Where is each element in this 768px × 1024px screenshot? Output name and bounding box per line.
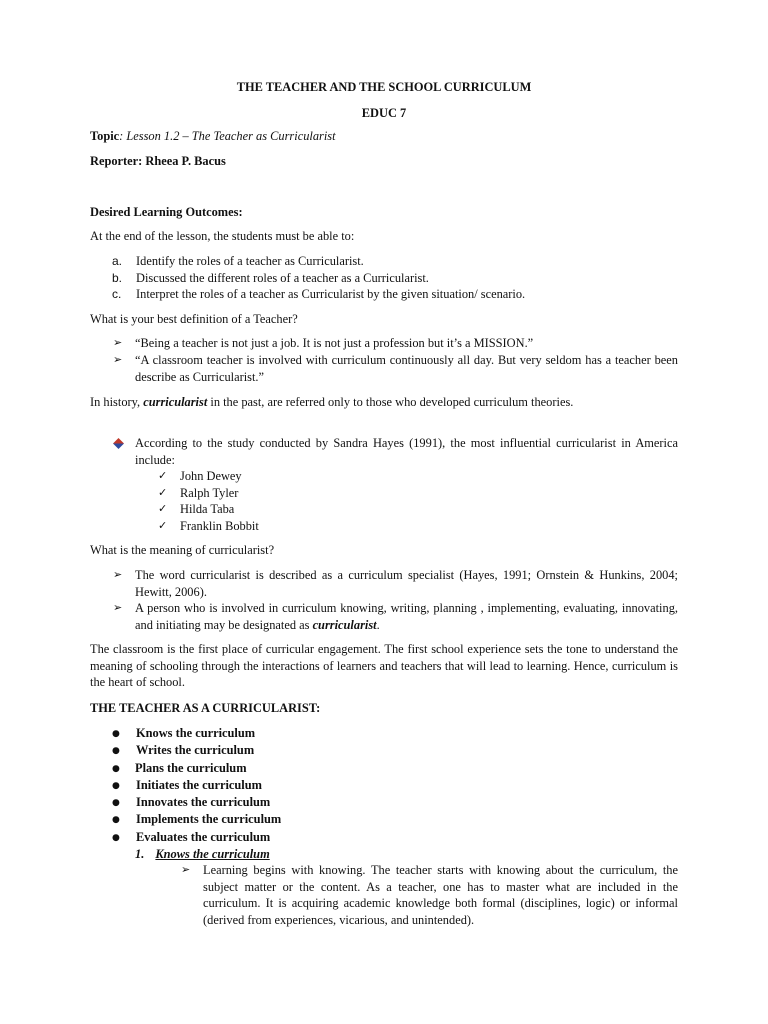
outcomes-heading: Desired Learning Outcomes:	[90, 205, 243, 219]
arrow-icon: ➢	[113, 568, 123, 581]
list-marker: b.	[112, 270, 123, 285]
arrow-icon: ➢	[113, 336, 123, 349]
course-code: EDUC 7	[361, 106, 407, 120]
bullet-icon: ●	[112, 729, 120, 739]
study-item	[113, 435, 678, 468]
topic-line	[90, 128, 336, 145]
role-text: Knows the curriculum	[136, 726, 256, 740]
check-icon: ✓	[158, 485, 168, 499]
role-text: Plans the curriculum	[135, 760, 247, 775]
bullet-icon: ●	[112, 815, 120, 826]
check-icon: ✓	[158, 502, 168, 516]
list-text: Discussed the different roles of a teacher as a Curricularist.	[136, 270, 429, 285]
history-term: curricularist	[143, 395, 208, 409]
section-text: Learning begins with knowing. The teacher starts with knowing about the curriculum, the subject matter or the content. As a teacher, one has to master what are included in the curriculum. It is acquiring academic knowledge both formal (disciplines, logic) or informal (derived from experiences, vicarious, and unintended).	[203, 863, 678, 927]
history-post: in the past, are referred only to those who developed curriculum theories.	[207, 395, 574, 409]
list-marker: c.	[112, 287, 122, 301]
quote-text: “Being a teacher is not just a job. It is not just a profession but it’s a MISSION.”	[135, 336, 534, 350]
section-title: Knows the curriculum	[155, 847, 270, 861]
arrow-icon: ➢	[113, 601, 123, 614]
list-item	[112, 286, 678, 303]
diamond-bullet-icon	[113, 437, 124, 454]
bullet-icon: ●	[112, 746, 120, 757]
topic-value: Lesson 1.2 – The Teacher as Curricularist	[126, 129, 336, 143]
meaning-point	[113, 600, 678, 633]
topic-label: Topic	[90, 129, 120, 143]
name-text: Hilda Taba	[180, 502, 235, 517]
bullet-icon: ●	[112, 798, 120, 809]
meaning-point	[113, 567, 678, 600]
topic-sep: :	[119, 129, 127, 143]
list-item	[112, 270, 678, 287]
arrow-icon: ➢	[113, 353, 123, 366]
role-text: Writes the curriculum	[136, 743, 255, 758]
check-icon: ✓	[158, 469, 168, 482]
list-text: Interpret the roles of a teacher as Curricularist by the given situation/ scenario.	[136, 287, 526, 301]
section-heading	[135, 846, 270, 863]
reporter-value: Rheea P. Bacus	[145, 154, 226, 168]
history-pre: In history,	[90, 395, 144, 409]
bullet-icon: ●	[112, 763, 120, 774]
meaning-text	[135, 600, 678, 633]
name-text: John Dewey	[180, 469, 242, 483]
reporter-label: Reporter:	[90, 154, 146, 168]
check-icon: ✓	[158, 518, 168, 532]
definition-question: What is your best definition of a Teacher?	[90, 312, 298, 326]
outcomes-intro: At the end of the lesson, the students must be able to:	[90, 229, 355, 243]
roles-heading: THE TEACHER AS A CURRICULARIST:	[90, 701, 321, 715]
meaning-text: The word curricularist is described as a curriculum specialist (Hayes, 1991; Ornstein & Hunkins, 2004; Hewitt, 2006).	[135, 568, 678, 599]
document-title: THE TEACHER AND THE SCHOOL CURRICULUM	[236, 80, 532, 94]
meaning-question: What is the meaning of curricularist?	[90, 543, 275, 557]
section-point	[181, 862, 678, 928]
bullet-icon: ●	[112, 780, 120, 791]
quote-item	[113, 352, 678, 385]
meaning-pre: A person who is involved in curriculum knowing, writing, planning , implementing, evaluating, innovating, and initiating may be designated as	[135, 601, 678, 632]
list-item	[112, 253, 678, 270]
meaning-post: .	[376, 617, 380, 632]
role-text: Evaluates the curriculum	[136, 829, 271, 844]
quote-text: “A classroom teacher is involved with curriculum continuously all day. But very seldom has a teacher been describe as Curricularist.”	[135, 353, 678, 384]
list-marker: a.	[112, 254, 123, 268]
outcomes-list	[112, 253, 678, 303]
list-text: Identify the roles of a teacher as Curricularist.	[136, 254, 364, 268]
section-number: 1.	[135, 847, 145, 861]
meaning-term: curricularist	[312, 617, 377, 632]
name-text: Franklin Bobbit	[180, 518, 259, 533]
history-paragraph	[90, 394, 678, 411]
role-text: Implements the curriculum	[136, 812, 282, 827]
name-text: Ralph Tyler	[180, 485, 239, 500]
role-text: Initiates the curriculum	[136, 777, 262, 792]
quote-item	[113, 335, 678, 352]
role-text: Innovates the curriculum	[136, 795, 271, 810]
reporter-line	[90, 153, 226, 170]
bullet-icon: ●	[112, 832, 120, 843]
arrow-icon: ➢	[181, 863, 191, 876]
classroom-paragraph: The classroom is the first place of curricular engagement. The first school experience sets the tone to understand the meaning of schooling through the interactions of learners and teachers that will lead to learning. Hence, curriculum is the heart of school.	[90, 642, 678, 689]
study-text: According to the study conducted by Sandra Hayes (1991), the most influential curricularist in America include:	[135, 436, 678, 467]
